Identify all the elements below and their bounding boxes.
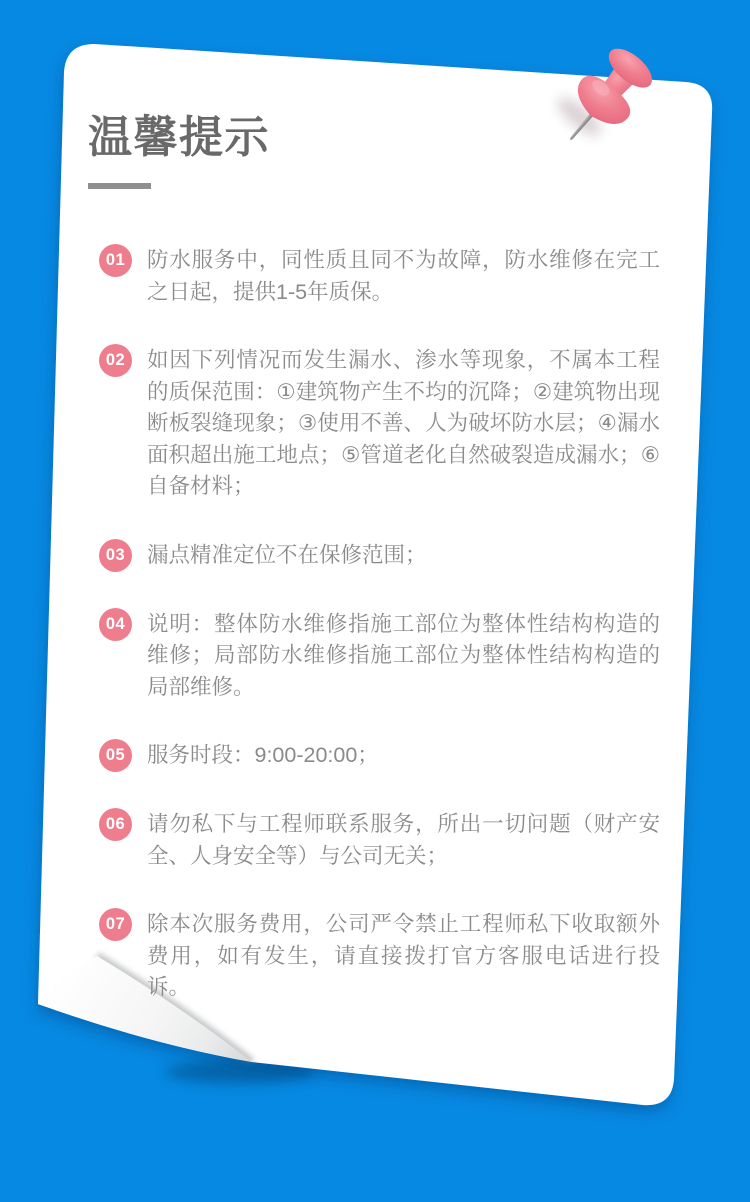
tip-item	[99, 540, 660, 572]
tip-item	[99, 609, 660, 704]
tip-number-badge: 04	[99, 608, 132, 641]
tip-number-badge: 05	[99, 739, 132, 772]
tip-text: 如因下列情况而发生漏水、渗水等现象，不属本工程的质保范围：①建筑物产生不均的沉降；②建筑物出现断板裂缝现象；③使用不善、人为破坏防水层；④漏水面积超出施工地点；⑤管道老化自然破裂造成漏水；⑥自备材料；	[147, 348, 660, 498]
notice-content	[88, 113, 660, 1004]
tip-item	[99, 245, 660, 308]
tip-text: 漏点精准定位不在保修范围；	[147, 542, 427, 567]
tip-item	[99, 809, 660, 872]
tip-text: 服务时段：9:00-20:00；	[147, 743, 379, 767]
tip-number-badge: 02	[99, 344, 132, 377]
page-title: 温馨提示	[88, 113, 270, 162]
tip-item	[99, 740, 660, 772]
tip-text: 除本次服务费用，公司严令禁止工程师私下收取额外费用，如有发生，请直接拨打官方客服电话进行投诉。	[147, 912, 660, 999]
tip-item	[99, 345, 660, 503]
tip-item	[99, 909, 660, 1004]
tip-number-badge: 06	[99, 808, 132, 841]
tip-number-badge: 03	[99, 539, 132, 572]
tip-number-badge: 01	[99, 244, 132, 277]
tip-text: 请勿私下与工程师联系服务，所出一切问题（财产安全、人身安全等）与公司无关；	[147, 812, 660, 868]
tip-text: 防水服务中，同性质且同不为故障，防水维修在完工之日起，提供1-5年质保。	[147, 248, 660, 304]
tip-text: 说明：整体防水维修指施工部位为整体性结构构造的维修；局部防水维修指施工部位为整体性结构构造的局部维修。	[147, 611, 660, 699]
title-underline	[88, 183, 151, 189]
tip-number-badge: 07	[99, 908, 132, 941]
tips-list	[88, 245, 660, 1004]
